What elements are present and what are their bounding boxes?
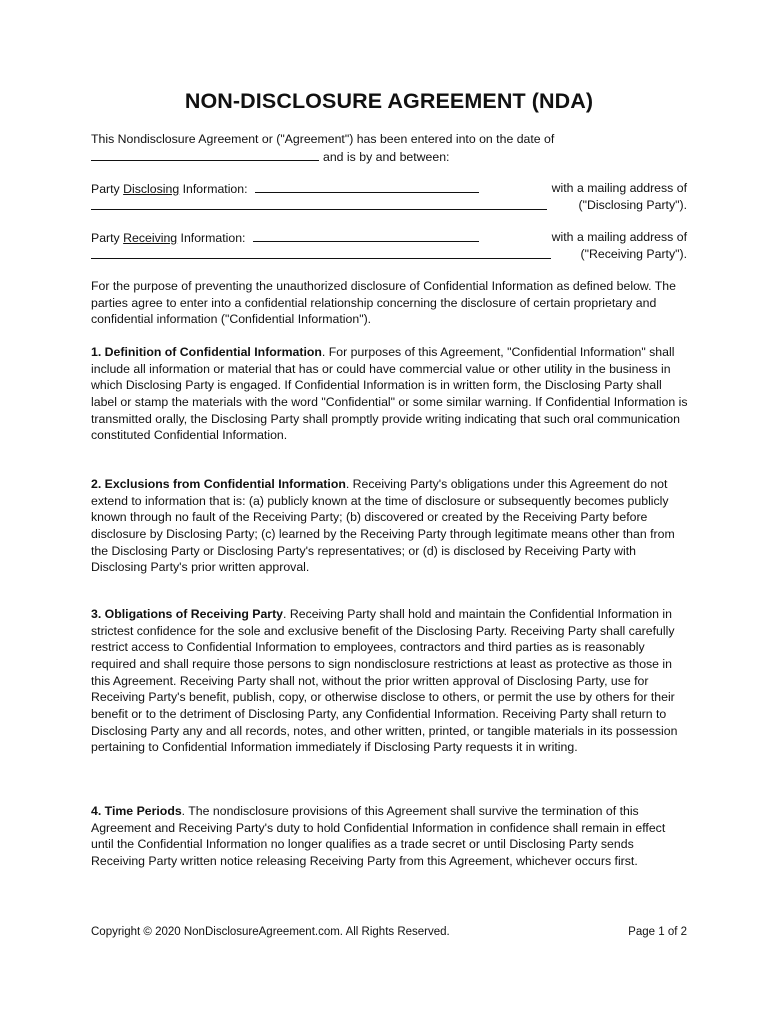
section-2-heading: 2. Exclusions from Confidential Information — [91, 477, 346, 491]
disclosing-address-line — [91, 197, 687, 214]
document-page — [91, 0, 687, 1024]
section-3-heading: 3. Obligations of Receiving Party — [91, 607, 284, 621]
section-4-heading: 4. Time Periods — [91, 804, 182, 818]
section-4-body: . The nondisclosure provisions of this Agreement shall survive the termination of this Agreement and Receiving Party's duty to hold Confidential Information in confidence shall remain in effect until the Confidential Information no longer qualifies as a trade secret or until Disclosing Party sends Receiving Party written notice releasing Receiving Party from this Agreement, whichever occurs first. — [91, 804, 666, 868]
intro-line-2 — [91, 148, 449, 165]
purpose-paragraph: For the purpose of preventing the unauthorized disclosure of Confidential Information as defined below. The parties agree to enter into a confidential relationship concerning the disclosure of certain proprietary and confidential information ("Confidential Information"). — [91, 279, 676, 327]
disclosing-mailing: with a mailing address of — [551, 181, 687, 195]
page-footer — [91, 925, 687, 939]
date-blank[interactable] — [91, 148, 319, 161]
section-2-paragraph — [91, 476, 691, 576]
receiving-info-blank[interactable] — [253, 229, 479, 242]
intro-line-1: This Nondisclosure Agreement or ("Agreement") has been entered into on the date of — [91, 132, 555, 146]
disclosing-prefix: Party — [91, 182, 124, 196]
intro-suffix: and is by and between: — [323, 150, 450, 164]
receiving-prefix: Party — [91, 231, 124, 245]
section-1-paragraph — [91, 344, 691, 444]
disclosing-party-line — [91, 180, 687, 197]
page-number: Page 1 of 2 — [628, 926, 687, 938]
receiving-mailing: with a mailing address of — [551, 230, 687, 244]
receiving-party-line — [91, 229, 687, 246]
copyright-text: Copyright © 2020 NonDisclosureAgreement.com. All Rights Reserved. — [91, 926, 450, 938]
section-4-paragraph — [91, 803, 691, 870]
receiving-address-blank[interactable] — [91, 246, 551, 259]
document-title: NON-DISCLOSURE AGREEMENT (NDA) — [184, 89, 594, 113]
receiving-party-label: ("Receiving Party"). — [580, 247, 687, 261]
disclosing-label-rest: Information: — [179, 182, 248, 196]
disclosing-address-blank[interactable] — [91, 197, 547, 210]
disclosing-info-blank[interactable] — [255, 180, 479, 193]
receiving-underlined: Receiving — [123, 231, 178, 245]
receiving-address-line — [91, 246, 687, 263]
disclosing-underlined: Disclosing — [123, 182, 180, 196]
disclosing-party-label: ("Disclosing Party"). — [578, 198, 687, 212]
section-1-heading: 1. Definition of Confidential Information — [91, 345, 322, 359]
section-1-body: . For purposes of this Agreement, "Confidential Information" shall include all information or material that has or could have commercial value or other utility in the business in which Disclosing Party is engaged. If Confidential Information is in written form, the Disclosing Party shall label or stamp the materials with the word "Confidential" or some similar warning. If Confidential Information is transmitted orally, the Disclosing Party shall promptly provide writing indicating that such oral communication constituted Confidential Information. — [91, 345, 688, 443]
section-3-body: . Receiving Party shall hold and maintain the Confidential Information in strictest confidence for the sole and exclusive benefit of the Disclosing Party. Receiving Party shall carefully restrict access to Confidential Information to employees, contractors and third parties as is reasonably required and shall require those persons to sign nondisclosure restrictions at least as protective as those in this Agreement. Receiving Party shall not, without the prior written approval of Disclosing Party, use for Receiving Party's benefit, publish, copy, or otherwise disclose to others, or permit the use by others for their benefit or to the detriment of Disclosing Party, any Confidential Information. Receiving Party shall return to Disclosing Party any and all records, notes, and other written, printed, or tangible materials in its possession pertaining to Confidential Information immediately if Disclosing Party requests it in writing. — [91, 607, 678, 755]
section-3-paragraph — [91, 606, 691, 756]
section-2-body: . Receiving Party's obligations under this Agreement do not extend to information that is: (a) publicly known at the time of disclosure or subsequently becomes publicly known through no fault of the Receiving Party; (b) discovered or created by the Receiving Party before disclosure by Disclosing Party; (c) learned by the Receiving Party through legitimate means other than from the Disclosing Party or Disclosing Party's representatives; or (d) is disclosed by Receiving Party with Disclosing Party's prior written approval. — [91, 477, 675, 575]
receiving-label-rest: Information: — [177, 231, 246, 245]
